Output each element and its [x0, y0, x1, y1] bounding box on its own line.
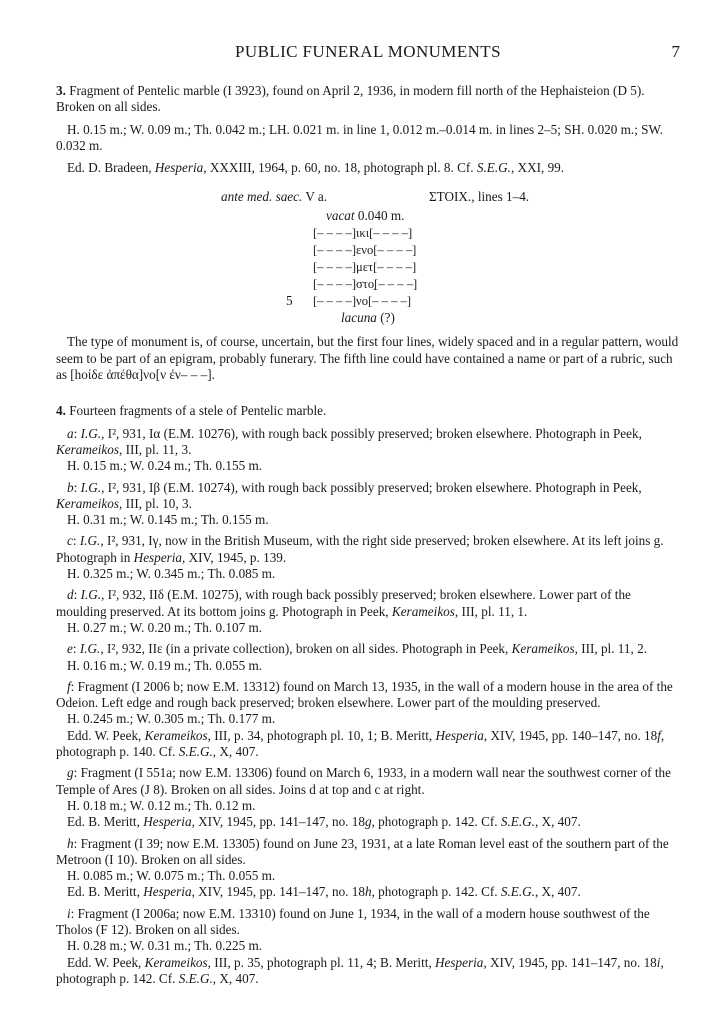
fragment-dimensions: H. 0.325 m.; W. 0.345 m.; Th. 0.085 m. [67, 566, 276, 582]
item-3-edition [56, 160, 680, 176]
fragment-g [56, 765, 680, 830]
fragment-h [56, 836, 680, 901]
fragment-dimensions: H. 0.28 m.; W. 0.31 m.; Th. 0.225 m. [67, 938, 263, 954]
fragment-letter: d [67, 587, 74, 603]
fragment-description: , III, pl. 11, 1. [454, 603, 528, 619]
inscription-line-1: [– – – –]ικι[– – – –] [313, 226, 413, 241]
fragment-letter: g [67, 765, 74, 781]
ig-abbrev: I.G. [80, 587, 102, 603]
item-3-discussion: The type of monument is, of course, uncertain, but the first four lines, widely spaced and in a regular pattern, would seem to be part of an epigram, probably funerary. The fifth line could have contained a name or part of a rubric, such as [hοίδε ἀπέθα]νο[ν ἐν– – –]. [56, 334, 679, 383]
fragment-dimensions: H. 0.16 m.; W. 0.19 m.; Th. 0.055 m. [67, 657, 263, 673]
fragment-letter: b [67, 479, 74, 495]
publication-title: Kerameikos [56, 441, 119, 457]
vacat-word: vacat [326, 208, 355, 224]
edition-text: Edd. W. Peek, [67, 954, 145, 970]
edition-text: , XXXIII, 1964, p. 60, no. 18, photograph pl. 8. Cf. [203, 160, 477, 176]
page-number: 7 [671, 42, 680, 61]
fragment-letter: a [67, 425, 74, 441]
fragment-description: , III, pl. 11, 3. [119, 441, 192, 457]
fragment-a [56, 426, 680, 475]
ig-abbrev: I.G. [80, 425, 102, 441]
fragment-e [56, 641, 680, 674]
fragment-d [56, 587, 680, 636]
edition-text: , X, 407. [212, 970, 259, 986]
lacuna-tail: (?) [376, 310, 395, 326]
fragment-dimensions: H. 0.27 m.; W. 0.20 m.; Th. 0.107 m. [67, 619, 263, 635]
edition-text: Ed. D. Bradeen, [67, 160, 155, 176]
fragment-e-text: e: I.G., I², 932, IIε (in a private collection), broken on all sides. Photograph in Peek, Kerameikos, III, pl. 11, 2. [67, 641, 647, 657]
item-3-description: Fragment of Pentelic marble (I 3923), found on April 2, 1936, in modern fill north of the Hephaisteion (D 5). Broken on all sides. [56, 83, 645, 115]
item-4-description: Fourteen fragments of a stele of Pentelic marble. [69, 403, 327, 419]
fragment-c-text: c: I.G., I², 931, Iγ, now in the British Museum, with the right side preserved; broken elsewhere. At its left joins g. Photograph in Hesperia, XIV, 1945, p. 139. [56, 533, 664, 565]
lacuna-note [341, 310, 395, 326]
seg-abbrev: S.E.G. [476, 160, 511, 176]
fragment-description: , III, pl. 10, 3. [119, 495, 192, 511]
fragment-description: , I², 931, Iβ (E.M. 10274), with rough back possibly preserved; broken elsewhere. Photograph in Peek, [101, 479, 642, 495]
fragment-dimensions: H. 0.245 m.; W. 0.305 m.; Th. 0.177 m. [67, 711, 276, 727]
edition-text: , X, 407. [212, 744, 259, 760]
inscription-text [56, 208, 680, 328]
publication-title: Hesperia [133, 549, 183, 565]
fragment-description: , XIV, 1945, p. 139. [182, 549, 287, 565]
fragment-b-text: b: I.G., I², 931, Iβ (E.M. 10274), with rough back possibly preserved; broken elsewhere. Photograph in Peek, Kerameikos, III, pl. 10, 3. [56, 479, 642, 511]
seg-abbrev: S.E.G. [178, 970, 213, 986]
inscription-line-4: [– – – –]στο̣[– – – –] [313, 277, 418, 292]
fragment-letter: i [656, 954, 661, 970]
inscription-line-3: [– – – –]μετ[– – – –] [313, 260, 417, 275]
fragment-f [56, 679, 680, 760]
edition-text: , photograph p. 142. Cf. [371, 884, 501, 900]
fragment-letter: i [67, 905, 71, 921]
lacuna-word: lacuna [341, 310, 377, 326]
inscription-line-2: [– – – –]ενο[– – – –] [313, 243, 417, 258]
edition-text: , XIV, 1945, pp. 141–147, no. 18 [191, 884, 365, 900]
fragment-c [56, 533, 680, 582]
edition-text: Ed. B. Meritt, [67, 814, 144, 830]
journal-title: Hesperia [435, 954, 484, 970]
seg-abbrev: S.E.G. [178, 744, 213, 760]
fragment-description: , I², 932, IIδ (E.M. 10275), with rough back possibly preserved; broken elsewhere. Lower part of the moulding preserved. At its bottom joins g. Photograph in Peek, [56, 587, 631, 619]
inscription-line-5: [– – – –]νο[– – – –] [313, 294, 412, 309]
fragment-letter: h [364, 884, 372, 900]
ig-abbrev: I.G. [79, 533, 101, 549]
item-4-intro [56, 403, 680, 419]
fragment-i-text: i: Fragment (I 2006a; now E.M. 13310) found on June 1, 1934, in the wall of a modern house southwest of the Tholos (F 12). Broken on all sides. [56, 905, 650, 937]
edition-text: , photograph p. 142. Cf. [56, 954, 664, 986]
edition-text: , X, 407. [534, 884, 581, 900]
edition-text: Edd. W. Peek, [67, 727, 145, 743]
vacat-note [326, 208, 404, 224]
edition-text: , III, p. 34, photograph pl. 10, 1; B. Meritt, [207, 727, 436, 743]
edition-text: , III, p. 35, photograph pl. 11, 4; B. Meritt, [207, 954, 435, 970]
running-header [56, 44, 680, 64]
fragment-description: Fragment (I 2006a; now E.M. 13310) found on June 1, 1934, in the wall of a modern house southwest of the Tholos (F 12). Broken on all sides. [56, 905, 650, 937]
edition-text: , X, 407. [534, 814, 581, 830]
item-3-number: 3. [56, 83, 66, 98]
edition-text: , XIV, 1945, pp. 140–147, no. 18 [483, 727, 658, 743]
fragment-dimensions: H. 0.31 m.; W. 0.145 m.; Th. 0.155 m. [67, 512, 269, 528]
edition-text: , XIV, 1945, pp. 141–147, no. 18 [191, 814, 365, 830]
publication-title: Kerameikos [391, 603, 455, 619]
edition-text: Ed. B. Meritt, [67, 884, 144, 900]
fragment-g-text: g: Fragment (I 551a; now E.M. 13306) found on March 6, 1933, in a modern wall near the southwest corner of the Temple of Ares (J 8). Broken on all sides. Joins d at top and c at right. [56, 765, 671, 797]
fragment-letter: g [364, 814, 372, 830]
fragment-h-text: h: Fragment (I 39; now E.M. 13305) found on June 23, 1931, at a late Roman level east of the southern part of the Metroon (I 10). Broken on all sides. [56, 835, 669, 867]
date-text: V a. [302, 189, 328, 205]
edition-text: , XXI, 99. [510, 160, 565, 176]
stoichedon-note: ΣΤΟΙΧ., lines 1–4. [429, 189, 530, 205]
fragment-f-edition [56, 728, 680, 761]
journal-title: Hesperia [435, 727, 484, 743]
fragment-description: Fragment (I 551a; now E.M. 13306) found on March 6, 1933, in a modern wall near the southwest corner of the Temple of Ares (J 8). Broken on all sides. Joins d at top and c at right. [56, 765, 671, 797]
edition-text: , XIV, 1945, pp. 141–147, no. 18 [483, 954, 657, 970]
publication-title: Kerameikos [144, 727, 208, 743]
item-3-intro [56, 83, 680, 116]
fragment-description: , III, pl. 11, 2. [574, 641, 647, 657]
fragment-h-edition [56, 884, 680, 900]
running-title: PUBLIC FUNERAL MONUMENTS [235, 42, 501, 61]
fragment-description: , I², 931, Iα (E.M. 10276), with rough back possibly preserved; broken elsewhere. Photograph in Peek, [101, 425, 642, 441]
fragment-dimensions: H. 0.085 m.; W. 0.075 m.; Th. 0.055 m. [67, 868, 276, 884]
fragment-letter: h [67, 835, 74, 851]
edition-text: , photograph p. 140. Cf. [56, 727, 665, 760]
edition-text: , photograph p. 142. Cf. [371, 814, 501, 830]
fragment-description: , I², 931, Iγ, now in the British Museum, with the right side preserved; broken elsewhere. At its left joins g. Photograph in [56, 533, 664, 565]
journal-title: Hesperia [154, 160, 204, 176]
fragment-i-edition [56, 955, 680, 988]
fragment-description: Fragment (I 39; now E.M. 13305) found on June 23, 1931, at a late Roman level east of the southern part of the Metroon (I 10). Broken on all sides. [56, 835, 669, 867]
publication-title: Kerameikos [56, 495, 119, 511]
journal-title: Hesperia [143, 884, 192, 900]
fragment-b [56, 480, 680, 529]
fragment-g-edition [56, 814, 680, 830]
fragment-dimensions: H. 0.18 m.; W. 0.12 m.; Th. 0.12 m. [67, 797, 256, 813]
fragment-a-text: a: I.G., I², 931, Iα (E.M. 10276), with rough back possibly preserved; broken elsewhere. Photograph in Peek, Kerameikos, III, pl. 11, 3. [56, 425, 642, 457]
item-3-dimensions: H. 0.15 m.; W. 0.09 m.; Th. 0.042 m.; LH. 0.021 m. in line 1, 0.012 m.–0.014 m. in lines 2–5; SH. 0.020 m.; SW. 0.032 m. [56, 121, 664, 153]
seg-abbrev: S.E.G. [500, 814, 535, 830]
ig-abbrev: I.G. [80, 479, 102, 495]
ig-abbrev: I.G. [79, 641, 101, 657]
item-4-number: 4. [56, 403, 66, 419]
main-text [56, 83, 680, 992]
fragment-letter: e [67, 641, 73, 657]
inscription-header [56, 189, 680, 206]
vacat-value: 0.040 m. [354, 208, 405, 224]
publication-title: Kerameikos [144, 954, 208, 970]
date-text: ante med. saec. [221, 189, 303, 205]
fragment-f-text: f: Fragment (I 2006 b; now E.M. 13312) found on March 13, 1935, in the wall of a modern house in the area of the Odeion. Left edge and rough back preserved; broken elsewhere. Lower part of the moulding preserved. [56, 678, 673, 711]
fragment-letter: c [67, 533, 73, 549]
fragment-d-text: d: I.G., I², 932, IIδ (E.M. 10275), with rough back possibly preserved; broken elsewhere. Lower part of the moulding preserved. At its bottom joins g. Photograph in Peek, Kerameikos, III, pl. 11, 1. [56, 587, 631, 619]
fragment-i [56, 906, 680, 987]
seg-abbrev: S.E.G. [500, 884, 535, 900]
fragment-letter: f [67, 678, 71, 694]
line-number-5: 5 [286, 293, 293, 309]
inscription-date [221, 189, 327, 205]
fragment-description: , I², 932, IIε (in a private collection), broken on all sides. Photograph in Peek, [100, 641, 512, 657]
fragment-description: Fragment (I 2006 b; now E.M. 13312) found on March 13, 1935, in the wall of a modern house in the area of the Odeion. Left edge and rough back preserved; broken elsewhere. Lower part of the moulding preserved. [56, 678, 673, 711]
fragment-dimensions: H. 0.15 m.; W. 0.24 m.; Th. 0.155 m. [67, 458, 263, 474]
fragment-letter: f [657, 727, 661, 743]
journal-title: Hesperia [143, 814, 192, 830]
publication-title: Kerameikos [511, 641, 575, 657]
